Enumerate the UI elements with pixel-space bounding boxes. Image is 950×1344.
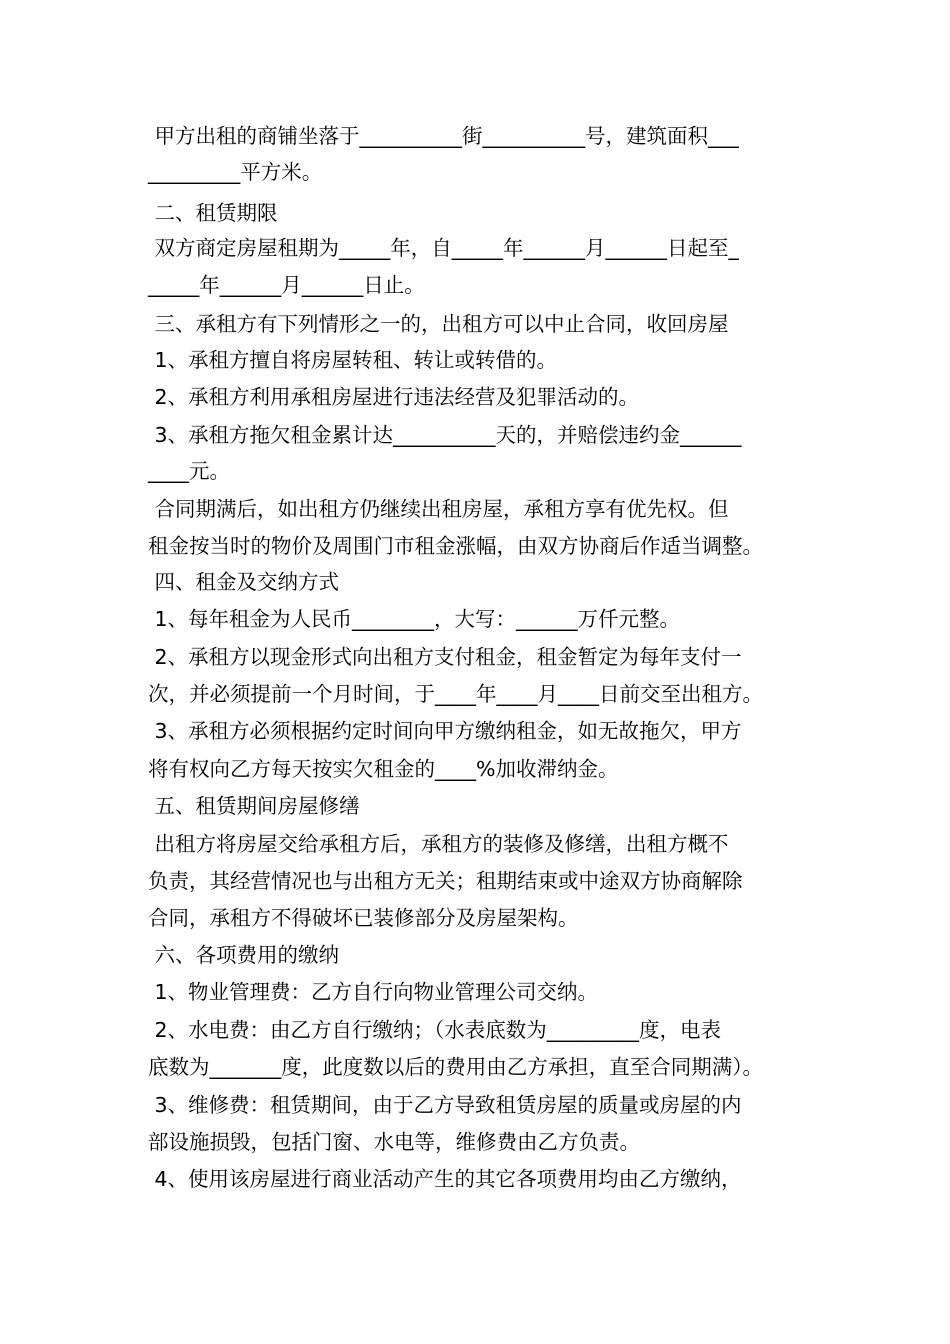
list-item: 2、承租方利用承租房屋进行违法经营及犯罪活动的。: [148, 385, 640, 409]
paragraph-line: 合同期满后，如出租方仍继续出租房屋，承租方享有优先权。但: [148, 497, 729, 521]
paragraph-line: 租金按当时的物价及周围门市租金涨幅，由双方协商后作适当调整。: [148, 534, 763, 558]
section-heading-6: 六、各项费用的缴纳: [148, 943, 340, 967]
paragraph-line: _____年______月______日止。: [148, 273, 425, 297]
list-item: 3、维修费：租赁期间，由于乙方导致租赁房屋的质量或房屋的内: [148, 1093, 742, 1117]
list-item: 4、使用该房屋进行商业活动产生的其它各项费用均由乙方缴纳，: [148, 1167, 742, 1191]
paragraph-line: 合同，承租方不得破坏已装修部分及房屋架构。: [148, 906, 579, 930]
paragraph-line: 次，并必须提前一个月时间，于____年____月____日前交至出租方。: [148, 682, 763, 706]
list-item: 1、承租方擅自将房屋转租、转让或转借的。: [148, 348, 558, 372]
paragraph-line: 双方商定房屋租期为_____年，自_____年______月______日起至_: [148, 236, 739, 260]
list-item: 1、每年租金为人民币________，大写：______万仟元整。: [148, 607, 681, 631]
paragraph-line: 部设施损毁，包括门窗、水电等，维修费由乙方负责。: [148, 1130, 640, 1154]
paragraph-line: 负责，其经营情况也与出租方无关；租期结束或中途双方协商解除: [148, 869, 743, 893]
paragraph-line: ____元。: [148, 459, 230, 483]
list-item: 3、承租方必须根据约定时间向甲方缴纳租金，如无故拖欠，甲方: [148, 719, 742, 743]
section-heading-4: 四、租金及交纳方式: [148, 570, 340, 594]
list-item: 3、承租方拖欠租金累计达__________天的，并赔偿违约金______: [148, 423, 742, 447]
section-heading-2: 二、租赁期限: [148, 201, 278, 225]
section-heading-3: 三、承租方有下列情形之一的，出租方可以中止合同，收回房屋: [148, 312, 729, 336]
section-heading-5: 五、租赁期间房屋修缮: [148, 794, 360, 818]
list-item: 2、水电费：由乙方自行缴纳；（水表底数为_________度，电表: [148, 1018, 722, 1042]
paragraph-line: _________平方米。: [148, 160, 323, 184]
paragraph-line: 底数为_______度，此度数以后的费用由乙方承担，直至合同期满）。: [148, 1055, 763, 1079]
paragraph-line: 将有权向乙方每天按实欠租金的____%加收滞纳金。: [148, 757, 619, 781]
paragraph-line: 甲方出租的商铺坐落于__________街__________号，建筑面积___: [148, 124, 739, 148]
list-item: 1、物业管理费：乙方自行向物业管理公司交纳。: [148, 980, 599, 1004]
list-item: 2、承租方以现金形式向出租方支付租金，租金暂定为每年支付一: [148, 645, 742, 669]
paragraph-line: 出租方将房屋交给承租方后，承租方的装修及修缮，出租方概不: [148, 832, 729, 856]
